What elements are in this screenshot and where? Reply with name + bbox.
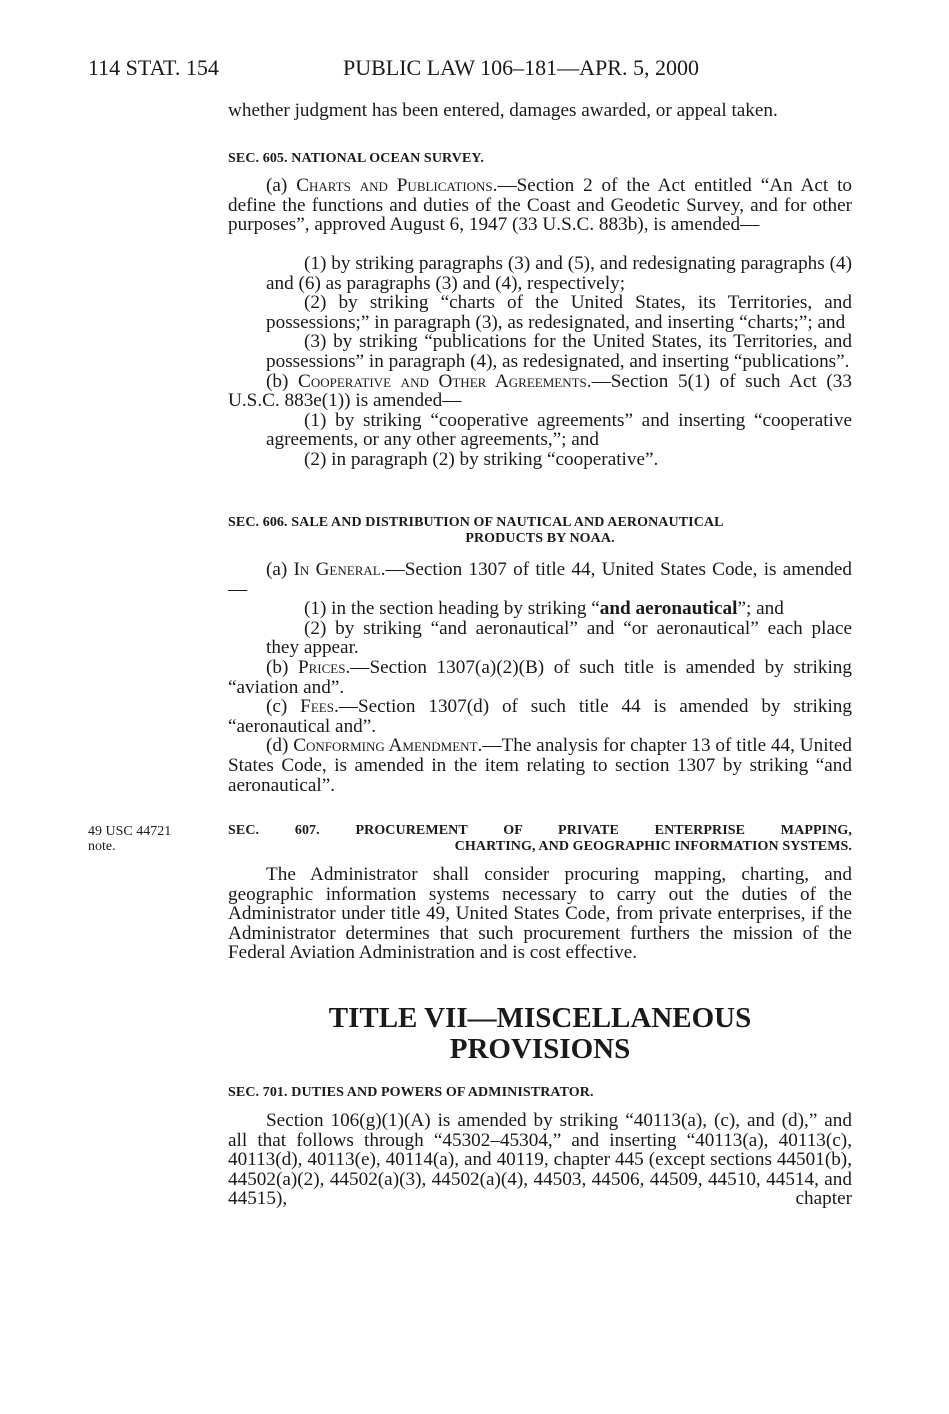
subsection-caption: Conforming Amendment [293, 735, 478, 757]
section-605-a2: (2) by striking “charts of the United States, its Territories, and possessions;” in paragraph (3), as redesignated, and inserting “charts;”; and [266, 292, 852, 333]
stat-page-number: 114 STAT. 154 [88, 55, 219, 80]
subsection-caption: Prices [297, 656, 346, 678]
section-605-b1: (1) by striking “cooperative agreements” and inserting “cooperative agreements, or any other agreements,”; and [266, 409, 852, 451]
subsection-caption: Charts and Publications [296, 175, 493, 196]
section-605-b2: (2) in paragraph (2) by striking “cooperative”. [304, 448, 659, 470]
carry-over-paragraph [228, 101, 852, 121]
section-701-heading: SEC. 701. DUTIES AND POWERS OF ADMINISTRATOR. [228, 1085, 594, 1100]
section-606 [228, 515, 852, 795]
section-701 [228, 1085, 852, 1209]
subsection-caption: Cooperative and Other Agreements [298, 370, 587, 392]
section-607 [228, 823, 852, 963]
section-607-heading-line1: SEC. 607. PROCUREMENT OF PRIVATE ENTERPRISE MAPPING, [228, 823, 852, 838]
subsection-caption: In General [293, 559, 381, 580]
section-605-subsection-b: (b) Cooperative and Other Agreements.—Section 5(1) of such Act (33 U.S.C. 883e(1)) is amended— [228, 370, 852, 412]
section-701-text: Section 106(g)(1)(A) is amended by striking “40113(a), (c), and (d),” and all that follows through “45302–45304,” and inserting “40113(a), 40113(c), 40113(d), 40113(e), 40114(a), and 40119, chapter 445 (except sections 44501(b), 44502(a)(2), 44502(a)(3), 44502(a)(4), 44503, 44506, 44509, 44510, 44514, and 44515), chapter [228, 1110, 852, 1210]
section-606-a1: (1) in the section heading by striking “and aeronautical”; and [304, 598, 784, 620]
section-605-a-items [228, 254, 852, 470]
section-605-subsection-a: (a) Charts and Publications.—Section 2 of the Act entitled “An Act to define the functions and duties of the Coast and Geodetic Survey, and for other purposes”, approved August 6, 1947 (33 U.S.C. 883b), is amended— [228, 175, 853, 236]
running-head [0, 55, 949, 85]
section-606-subsection-c: (c) Fees.—Section 1307(d) of such title 44 is amended by striking “aeronautical and”. [228, 696, 852, 737]
section-605 [228, 151, 852, 235]
section-606-subsection-a: (a) In General.—Section 1307 of title 44, United States Code, is amended— [228, 559, 853, 600]
title-vii-heading: TITLE VII—MISCELLANEOUS PROVISIONS [328, 1002, 752, 1065]
public-law-citation: PUBLIC LAW 106–181—APR. 5, 2000 [343, 55, 699, 80]
section-606-heading: SEC. 606. SALE AND DISTRIBUTION OF NAUTICAL AND AERONAUTICAL PRODUCTS BY NOAA. [228, 515, 724, 546]
section-606-subsection-d: (d) Conforming Amendment.—The analysis for chapter 13 of title 44, United States Code, is amended in the item relating to section 1307 by striking “and aeronautical”. [228, 735, 852, 796]
section-605-a3: (3) by striking “publications for the United States, its Territories, and possessions” in paragraph (4), as redesignated, and inserting “publications”. [266, 331, 852, 372]
margin-note-citation: 49 USC 44721 note. [88, 824, 172, 854]
section-607-text: The Administrator shall consider procuring mapping, charting, and geographic information systems necessary to carry out the duties of the Administrator under title 49, United States Code, from private enterprises, if the Administrator determines that such procurement furthers the mission of the Federal Aviation Administration and is cost effective. [228, 864, 852, 964]
section-606-subsection-b: (b) Prices.—Section 1307(a)(2)(B) of such title is amended by striking “aviation and”. [228, 656, 852, 698]
section-605-heading: SEC. 605. NATIONAL OCEAN SURVEY. [228, 151, 484, 166]
section-607-heading-line2: CHARTING, AND GEOGRAPHIC INFORMATION SYSTEMS. [454, 839, 852, 854]
subsection-caption: Fees [300, 696, 334, 718]
carry-over-text: whether judgment has been entered, damages awarded, or appeal taken. [228, 100, 778, 121]
section-606-a2: (2) by striking “and aeronautical” and “or aeronautical” each place they appear. [266, 617, 852, 659]
section-605-a1: (1) by striking paragraphs (3) and (5), and redesignating paragraphs (4) and (6) as paragraphs (3) and (4), respectively; [266, 253, 852, 294]
